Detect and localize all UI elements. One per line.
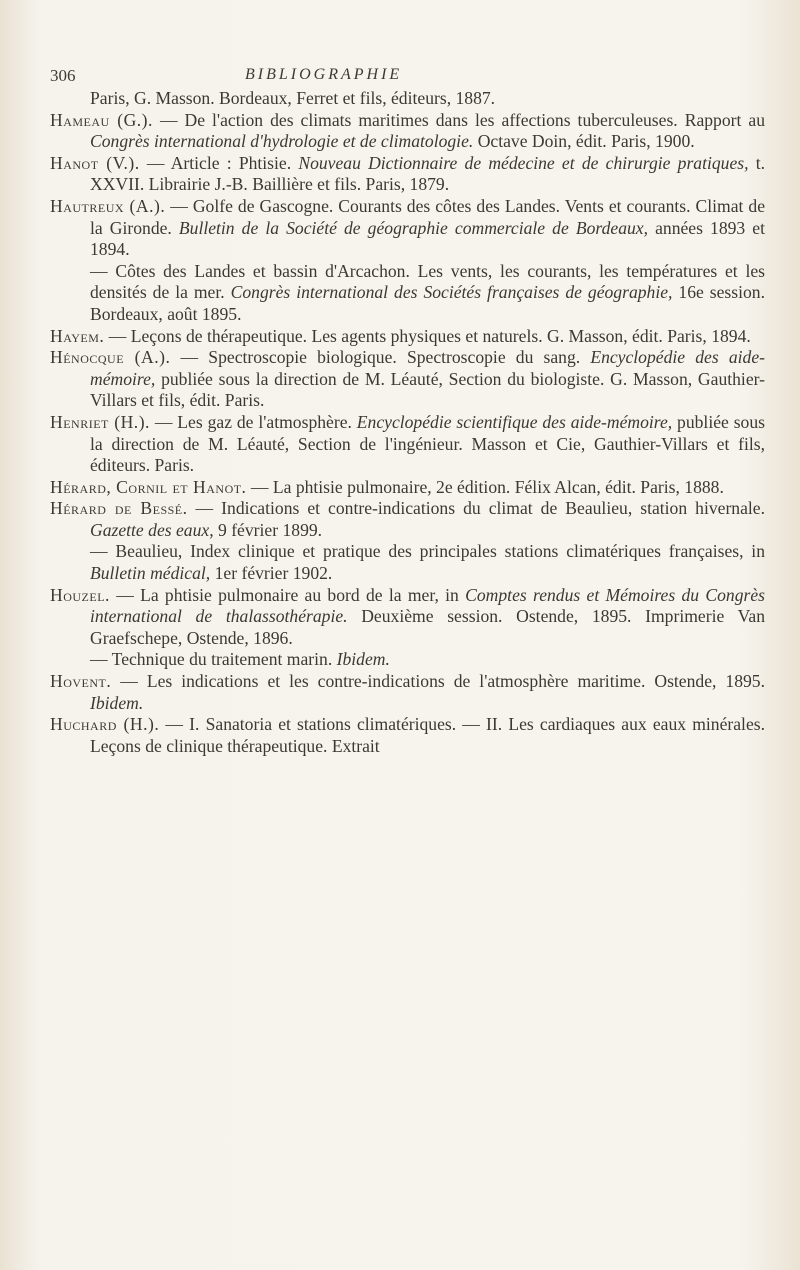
running-title: BIBLIOGRAPHIE [245,66,403,83]
entry-text: — Spectroscopie biologique. Spectroscopie du sang. [170,347,591,368]
entry-author: Hanot (V.). [50,152,140,173]
entry-text: Octave Doin, édit. Paris, 1900. [473,131,695,152]
entry-text: Paris, G. Masson. Bordeaux, Ferret et fils, éditeurs, 1887. [90,88,496,108]
bib-entry [50,347,765,412]
bib-entry [50,153,765,196]
entry-text: — De l'action des climats maritimes dans les affections tuberculeuses. Rapport au [152,109,765,130]
entry-text: années 1893 et 1894. [90,217,765,260]
entry-text: — Indications et contre-indications du climat de Beaulieu, station hivernale. [187,498,766,519]
entry-text: — Golfe de Gascogne. Courants des côtes des Landes. Vents et courants. Climat de la Gironde. [90,195,766,238]
entry-title-italic: Ibidem. [90,692,144,713]
entry-text: Technique du traitement marin. [107,649,337,670]
page-number: 306 [50,66,76,85]
entry-author: Hovent. [50,671,112,692]
bib-entry [50,326,765,348]
entry-author: Hameau (G.). [50,109,153,130]
entry-author: Hénocque (A.). [50,347,171,368]
bib-entry [50,196,765,261]
entry-text: — Article : Phtisie. [139,152,299,173]
bib-entry [50,477,765,499]
entry-title-italic: Congrès international d'hydrologie et de climatologie. [90,131,474,152]
ditto-dash: — [90,649,108,670]
bib-entry [50,110,765,153]
bib-entry [50,412,765,477]
entry-text: publiée sous la direction de M. Léauté, Section de l'ingénieur. Masson et Cie, Gauthier-Villars et fils, éditeurs. Paris. [90,411,765,476]
entry-title-italic: Gazette des eaux, [90,519,214,540]
entry-text: publiée sous la direction de M. Léauté, Section du biologiste. G. Masson, Gauthier-Villars et fils, édit. Paris. [90,368,765,411]
entry-text: Deuxième session. Ostende, 1895. Imprimerie Van Graefschepe, Ostende, 1896. [90,606,765,648]
bib-entry-ditto [50,541,765,584]
entry-title-italic: Nouveau Dictionnaire de médecine et de chirurgie pratiques, [298,152,749,173]
bib-entry-ditto [50,261,765,326]
entry-author: Hautreux (A.). [50,195,166,216]
entry-title-italic: Comptes rendus et Mémoires du Congrès international de thalassothérapie. [90,584,765,627]
entry-author: Houzel. [50,584,110,605]
entry-text: 9 février 1899. [213,519,323,540]
bib-entry-ditto [50,649,765,671]
entry-author: Henriet (H.). [50,411,150,432]
entry-title-italic: Ibidem. [336,649,390,670]
entry-author: Hayem. [50,325,105,346]
entry-title-italic: Bulletin de la Société de géographie commerciale de Bordeaux, [178,217,649,238]
entry-text: t. XXVII. Librairie J.-B. Baillière et fils. Paris, 1879. [90,152,765,195]
entry-text: — I. Sanatoria et stations climatériques. — II. Les cardiaques aux eaux minérales. Leçons de clinique thérapeutique. Extrait [90,714,765,756]
entry-text: — Leçons de thérapeutique. Les agents physiques et naturels. G. Masson, édit. Paris, 1894. [104,325,751,346]
entry-text: — Les gaz de l'atmosphère. [149,411,357,432]
entry-text: — La phtisie pulmonaire au bord de la mer, in [109,584,466,605]
bib-entry [50,671,765,714]
ditto-dash: — [90,541,108,562]
entry-title-italic: Congrès international des Sociétés françaises de géographie, [230,282,673,303]
page-header [50,66,770,90]
entry-author: Huchard (H.). [50,714,160,735]
entry-text: — Les indications et les contre-indications de l'atmosphère maritime. Ostende, 1895. [111,671,765,692]
entry-text: 16e session. Bordeaux, août 1895. [90,282,765,324]
bib-entry [50,498,765,541]
entry-title-italic: Encyclopédie des aide-mémoire, [90,347,765,389]
bib-entry [50,714,765,757]
entry-author: Hérard, Cornil et Hanot. [50,476,247,497]
entry-title-italic: Encyclopédie scientifique des aide-mémoire, [356,411,673,432]
entry-title-italic: Bulletin médical, [90,563,211,584]
bib-entry-continuation [50,88,765,110]
ditto-dash: — [90,260,108,281]
bibliography-list [50,88,765,757]
bib-entry [50,585,765,650]
entry-text: — La phtisie pulmonaire, 2e édition. Félix Alcan, édit. Paris, 1888. [246,476,724,497]
entry-text: 1er février 1902. [210,563,333,584]
entry-author: Hérard de Bessé. [50,498,188,519]
entry-text: Côtes des Landes et bassin d'Arcachon. Les vents, les courants, les températures et les densités de la mer. [90,260,765,303]
entry-text: Beaulieu, Index clinique et pratique des principales stations climatériques françaises, in [107,541,765,562]
